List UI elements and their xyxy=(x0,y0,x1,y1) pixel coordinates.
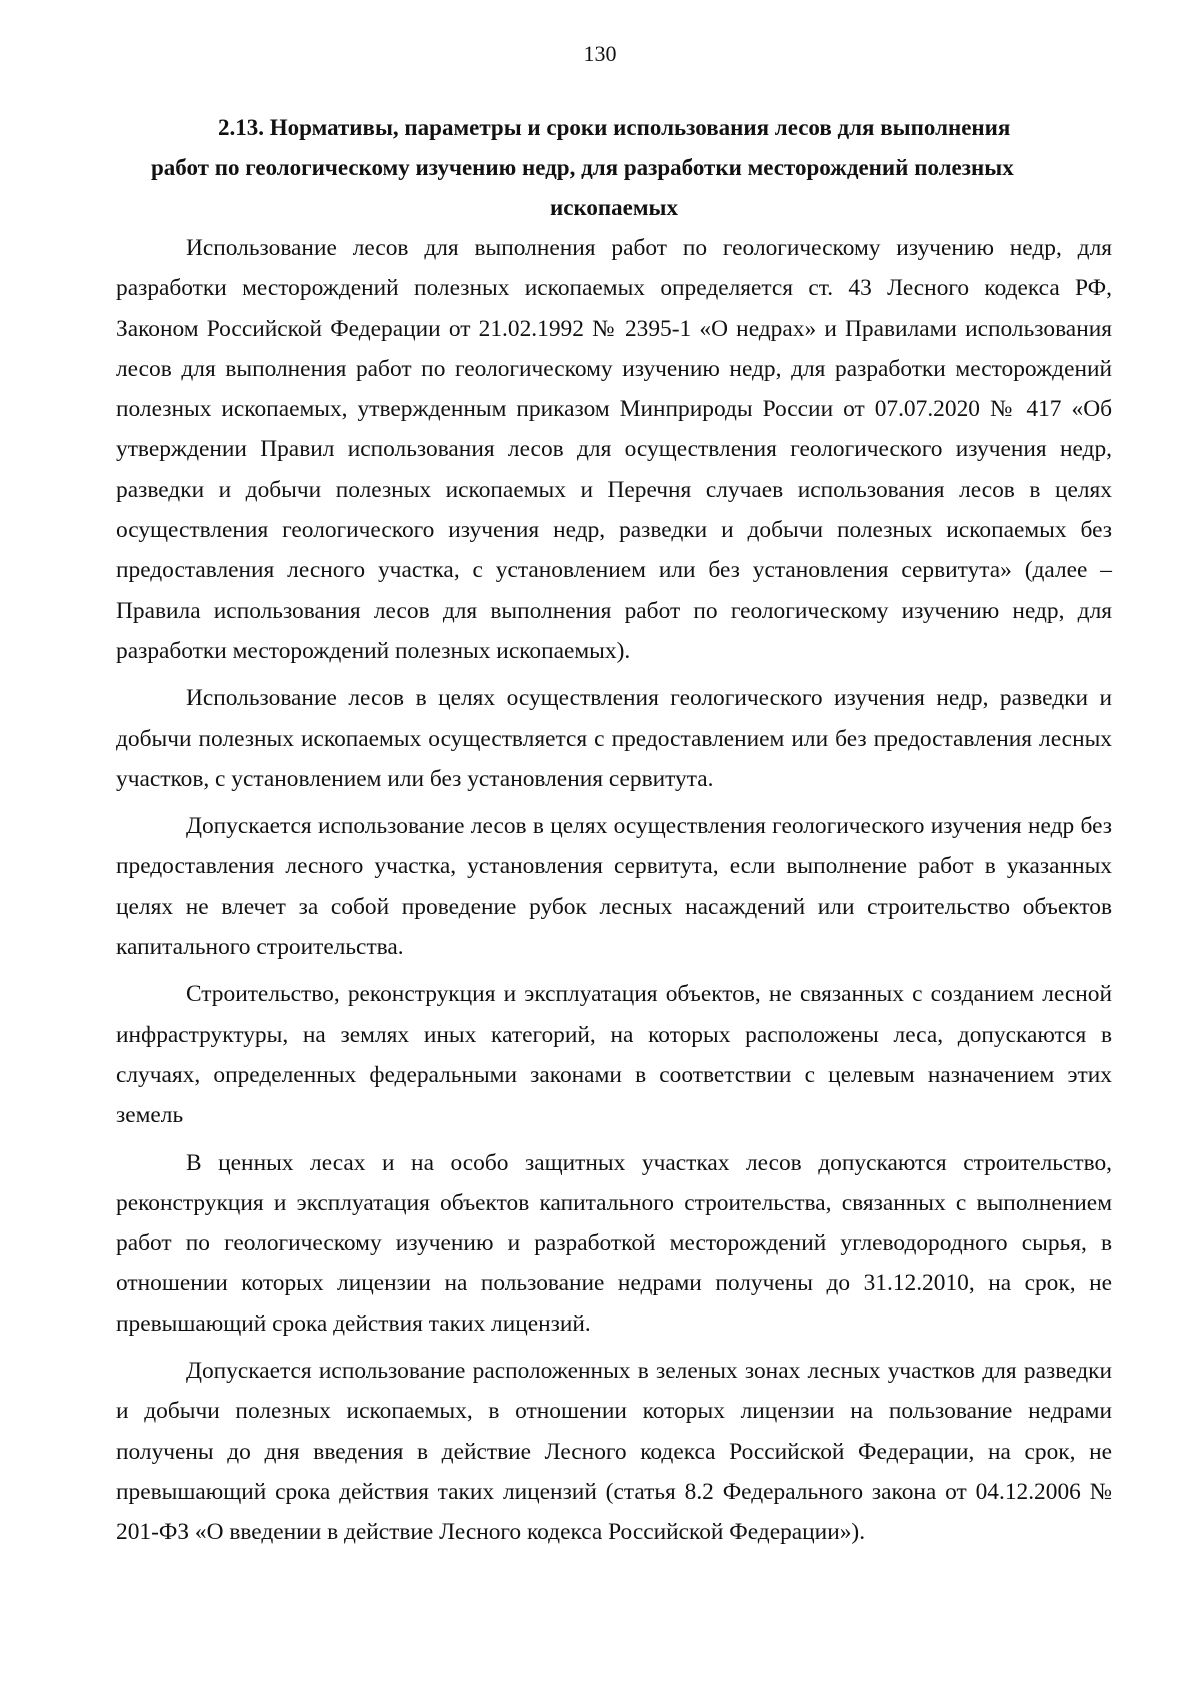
page-number: 130 xyxy=(583,41,617,66)
paragraph-valuable-forests: В ценных лесах и на особо защитных участках лесов допускаются строительство, реконструкция и эксплуатация объектов капитального строительства, связанных с выполнением работ по геологическому изучению и разработкой месторождений углеводородного сырья, в отношении которых лицензии на пользование недрами получены до 31.12.2010, на срок, не превышающий срока действия таких лицензий. xyxy=(116,1149,1112,1337)
paragraph-green-zones: Допускается использование расположенных в зеленых зонах лесных участков для разведки и добычи полезных ископаемых, в отношении которых лицензии на пользование недрами получены до дня введения в действие Лесного кодекса Российской Федерации, на срок, не превышающий срока действия таких лицензий (статья 8.2 Федерального закона от 04.12.2006 № 201-ФЗ «О введении в действие Лесного кодекса Российской Федерации»). xyxy=(116,1358,1112,1546)
section-heading-line-2: работ по геологическому изучению недр, для разработки месторождений полезных xyxy=(151,155,1014,180)
section-heading-line-3: ископаемых xyxy=(550,195,678,220)
section-heading xyxy=(116,108,1112,228)
paragraph-legal-basis: Использование лесов для выполнения работ по геологическому изучению недр, для разработки месторождений полезных ископаемых определяется ст. 43 Лесного кодекса РФ, Законом Российской Федерации от 21.02.1992 № 2395-1 «О недрах» и Правилами использования лесов для выполнения работ по геологическому изучению недр, для разработки месторождений полезных ископаемых, утвержденным приказом Минприроды России от 07.07.2020 № 417 «Об утверждении Правил использования лесов для осуществления геологического изучения недр, разведки и добычи полезных ископаемых и Перечня случаев использования лесов в целях осуществления геологического изучения недр, разведки и добычи полезных ископаемых без предоставления лесного участка, с установлением или без установления сервитута» (далее – Правила использования лесов для выполнения работ по геологическому изучению недр, для разработки месторождений полезных ископаемых). xyxy=(116,235,1112,664)
paragraph-construction-other-lands: Строительство, реконструкция и эксплуатация объектов, не связанных с созданием лесной инфраструктуры, на землях иных категорий, на которых расположены леса, допускаются в случаях, определенных федеральными законами в соответствии с целевым назначением этих земель xyxy=(116,981,1112,1129)
paragraph-use-without-plot: Допускается использование лесов в целях осуществления геологического изучения недр без предоставления лесного участка, установления сервитута, если выполнение работ в указанных целях не влечет за собой проведение рубок лесных насаждений или строительство объектов капитального строительства. xyxy=(116,813,1112,961)
section-heading-line-1: 2.13. Нормативы, параметры и сроки использования лесов для выполнения xyxy=(218,115,1011,140)
paragraph-use-with-or-without-plots: Использование лесов в целях осуществления геологического изучения недр, разведки и добычи полезных ископаемых осуществляется с предоставлением или без предоставления лесных участков, с установлением или без установления сервитута. xyxy=(116,685,1112,792)
document-body xyxy=(116,108,1112,1553)
